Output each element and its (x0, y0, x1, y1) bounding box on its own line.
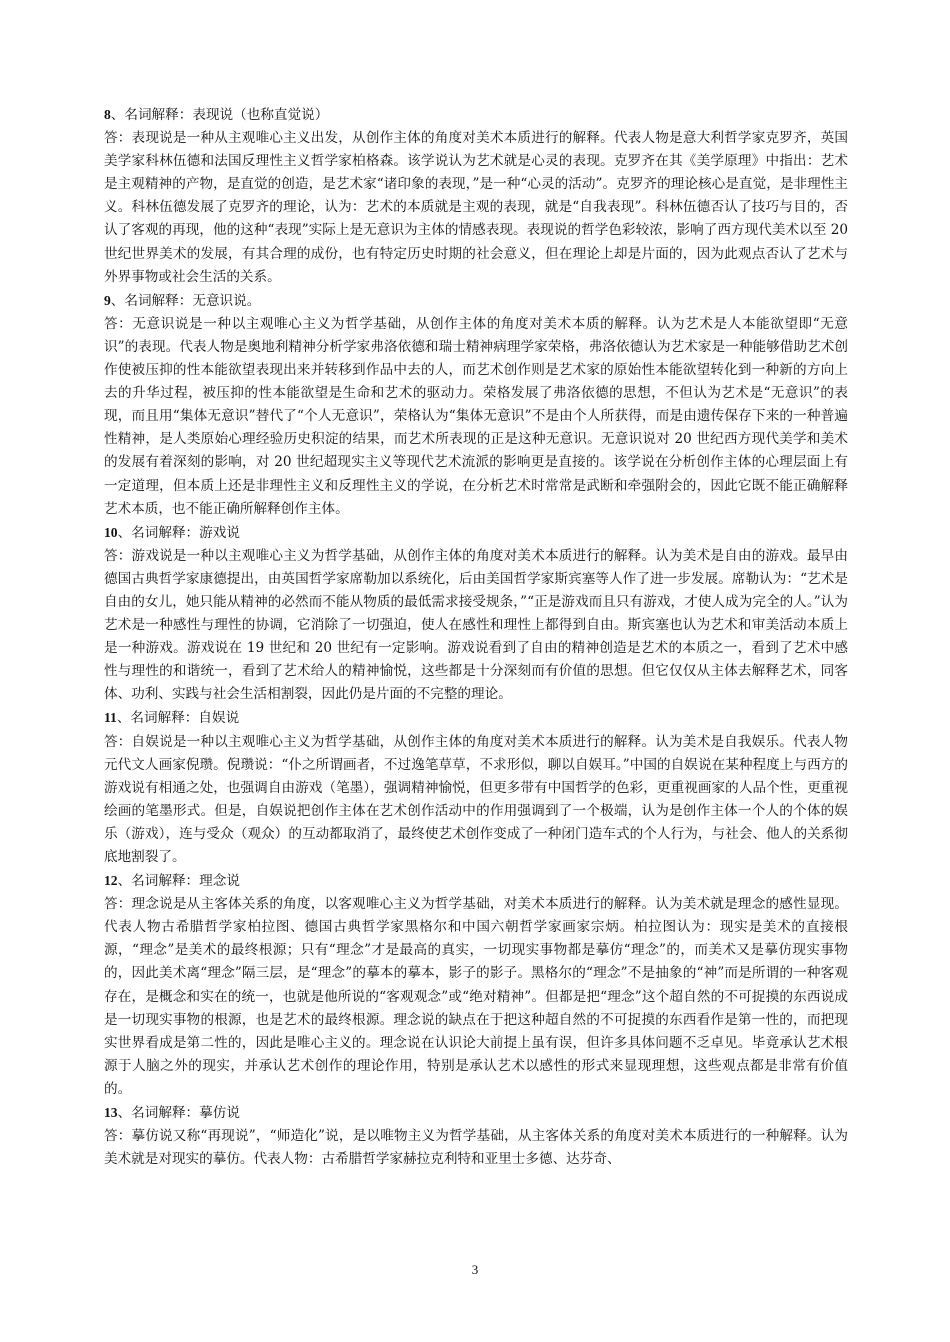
entry-answer: 答：表现说是一种从主观唯心主义出发，从创作主体的角度对美术本质进行的解释。代表人物是意大利哲学家克罗齐，英国美学家科林伍德和法国反理性主义哲学家柏格森。该学说认为艺术就是心灵的表现。克罗齐在其《美学原理》中指出：艺术是主观精神的产物，是直觉的创造，是艺术家“诸印象的表现，”是一种“心灵的活动”。克罗齐的理论核心是直觉，是非理性主义。科林伍德发展了克罗齐的理论，认为：艺术的本质就是主观的表现，就是“自我表现”。科林伍德否认了技巧与目的，否认了客观的再现，他的这种“表现”实际上是无意识为主体的情感表现。表现说的哲学色彩较浓，影响了西方现代美术以至 20 世纪世界美术的发展，有其合理的成份，也有特定历史时期的社会意义，但在理论上却是片面的，因为此观点否认了艺术与外界事物或社会生活的关系。 (104, 130, 848, 285)
entry-number: 10 (104, 524, 118, 540)
entry-heading (104, 521, 848, 545)
entry-heading (104, 289, 848, 313)
entry-12 (104, 869, 848, 1101)
entry-answer: 答：理念说是从主客体关系的角度，以客观唯心主义为哲学基础，对美术本质进行的解释。认为美术就是理念的感性显现。代表人物古希腊哲学家柏拉图、德国古典哲学家黑格尔和中国六朝哲学家画家宗炳。柏拉图认为：现实是美术的直接根源，“理念”是美术的最终根源；只有“理念”才是最高的真实，一切现实事物都是摹仿“理念”的，而美术又是摹仿现实事物的，因此美术离“理念”隔三层，是“理念”的摹本的摹本，影子的影子。黑格尔的“理念”不是抽象的“神”而是所谓的一种客观存在，是概念和实在的统一，也就是他所说的“客观观念”或“绝对精神”。但都是把“理念”这个超自然的不可捉摸的东西说成是一切现实事物的根源，也是艺术的最终根源。理念说的缺点在于把这种超自然的不可捉摸的东西看作是第一性的，而把现实世界看成是第二性的，因此是唯心主义的。理念说在认识论大前提上虽有误，但许多具体问题不乏卓见。毕竟承认艺术根源于人脑之外的现实，并承认艺术创作的理论作用，特别是承认艺术以感性的形式来显现理想，这些观点都是非常有价值的。 (104, 896, 848, 1097)
entry-heading (104, 706, 848, 730)
entry-title: 、名词解释：理念说 (117, 873, 240, 890)
entry-number: 12 (104, 873, 118, 889)
entry-title: 、名词解释：摹仿说 (117, 1105, 240, 1122)
entry-10 (104, 521, 848, 707)
entry-answer: 答：摹仿说又称“再现说”，“师造化”说，是以唯物主义为哲学基础，从主客体关系的角度对美术本质进行的一种解释。认为美术就是对现实的摹仿。代表人物：古希腊哲学家赫拉克利特和亚里士多德、达芬奇、 (104, 1128, 848, 1168)
entry-13 (104, 1101, 848, 1171)
entry-8 (104, 103, 848, 289)
entry-answer: 答：无意识说是一种以主观唯心主义为哲学基础，从创作主体的角度对美术本质的解释。认为艺术是人本能欲望即“无意识”的表现。代表人物是奥地利精神分析学家弗洛依德和瑞士精神病理学家荣格，弗洛依德认为艺术家是一种能够借助艺术创作使被压抑的性本能欲望表现出来并转移到作品中去的人，而艺术创作则是艺术家的原始性本能欲望转化到一种新的方向上去的升华过程，被压抑的性本能欲望是生命和艺术的驱动力。荣格发展了弗洛依德的思想，不但认为艺术是“无意识”的表现，而且用“集体无意识”替代了“个人无意识”，荣格认为“集体无意识”不是由个人所获得，而是由遗传保存下来的一种普遍性精神，是人类原始心理经验历史积淀的结果，而艺术所表现的正是这种无意识。无意识说对 20 世纪西方现代美学和美术的发展有着深刻的影响，对 20 世纪超现实主义等现代艺术流派的影响更是直接的。该学说在分析创作主体的心理层面上有一定道理，但本质上还是非理性主义和反理性主义的学说，在分析艺术时常常是武断和牵强附会的，因此它既不能正确解释艺术本质，也不能正确所解释创作主体。 (104, 315, 848, 517)
entry-number: 9 (104, 292, 111, 308)
page-number: 3 (471, 1262, 479, 1277)
entry-number: 13 (104, 1105, 118, 1121)
entry-title: 、名词解释：表现说（也称直觉说） (110, 107, 329, 123)
document-content (104, 103, 848, 1171)
entry-answer: 答：游戏说是一种以主观唯心主义为哲学基础，从创作主体的角度对美术本质进行的解释。认为美术是自由的游戏。最早由德国古典哲学家康德提出，由英国哲学家席勒加以系统化，后由美国哲学家斯宾塞等人作了进一步发展。席勒认为：“艺术是自由的女儿，她只能从精神的必然而不能从物质的最低需求接受规条，”“正是游戏而且只有游戏，才使人成为完全的人。”认为艺术是一种感性与理性的协调，它消除了一切强迫，使人在感性和理性上都得到自由。斯宾塞也认为艺术和审美活动本质上是一种游戏。游戏说在 19 世纪和 20 世纪有一定影响。游戏说看到了自由的精神创造是艺术的本质之一，看到了艺术中感性与理性的和谐统一，看到了艺术给人的精神愉悦，这些都是十分深刻而有价值的思想。但它仅仅从主体去解释艺术，同客体、功利、实践与社会生活相割裂，因此仍是片面的不完整的理论。 (104, 547, 848, 703)
entry-title: 、名词解释：游戏说 (117, 524, 240, 541)
entry-title: 、名词解释：无意识说。 (110, 292, 261, 309)
entry-number: 11 (104, 710, 117, 726)
entry-heading (104, 869, 848, 893)
entry-11 (104, 706, 848, 869)
entry-9 (104, 289, 848, 521)
entry-heading (104, 1101, 848, 1125)
entry-answer: 答：自娱说是一种以主观唯心主义为哲学基础，从创作主体的角度对美术本质进行的解释。认为美术是自我娱乐。代表人物元代文人画家倪瓒。倪瓒说：“仆之所谓画者，不过逸笔草草，不求形似，聊以自娱耳。”中国的自娱说在某种程度上与西方的游戏说有相通之处，也强调自由游戏（笔墨），强调精神愉悦，但更多带有中国哲学的色彩，更重视画家的人品个性，更重视绘画的笔墨形式。但是，自娱说把创作主体在艺术创作活动中的作用强调到了一个极端，认为是创作主体一个人的个体的娱乐（游戏），连与受众（观众）的互动都取消了，最终使艺术创作变成了一种闭门造车式的个人行为，与社会、他人的关系彻底地割裂了。 (104, 733, 848, 865)
entry-heading (104, 103, 848, 127)
entry-title: 、名词解释：自娱说 (116, 710, 240, 727)
entry-number: 8 (104, 107, 111, 122)
